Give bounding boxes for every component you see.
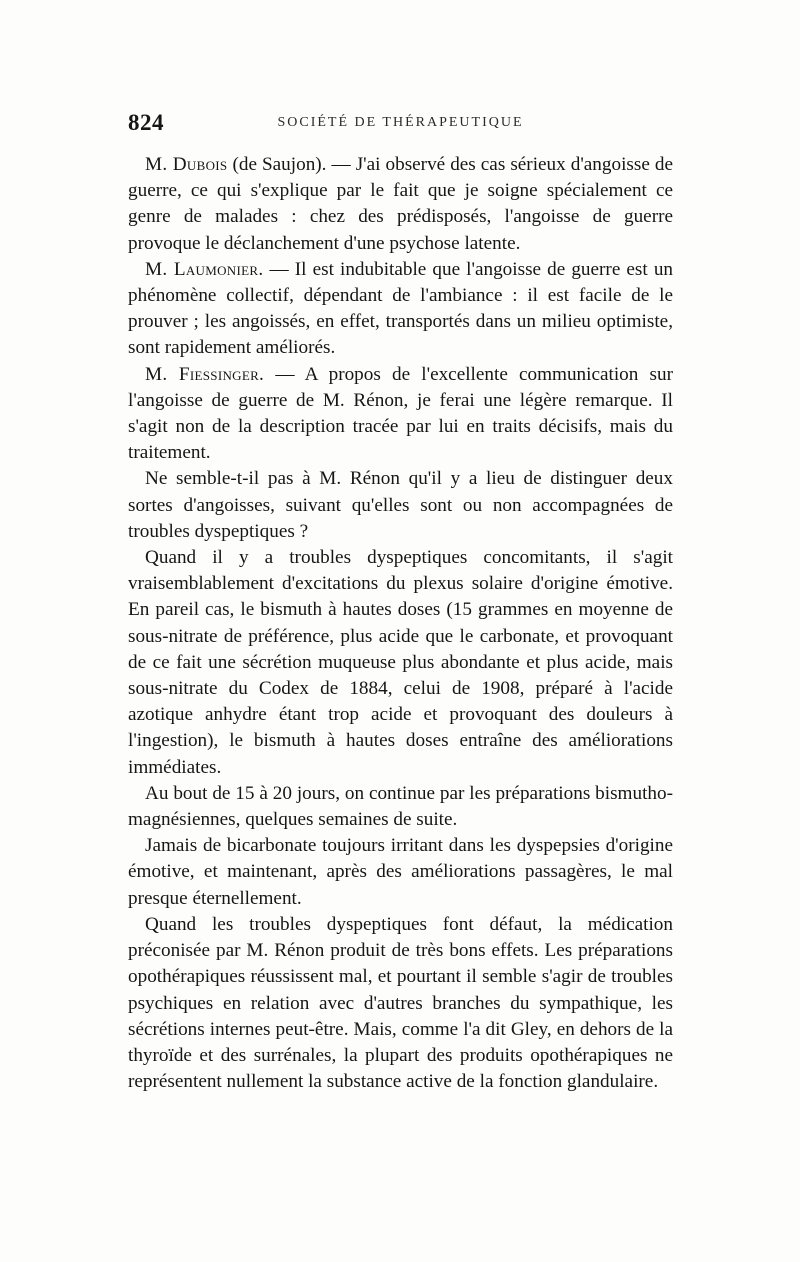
paragraph-text: Jamais de bicarbonate toujours irritant dans les dyspepsies d'origine émotive, et maintenant, après des améliorations passagères, le mal presque éternellement. xyxy=(128,835,673,909)
running-title: SOCIÉTÉ DE THÉRAPEUTIQUE xyxy=(277,115,524,130)
speaker-name: M. Laumonier. xyxy=(145,258,264,280)
paragraph-fiessinger xyxy=(128,362,673,467)
speaker-name: M. Fiessinger. xyxy=(145,363,265,385)
paragraph-text: Quand les troubles dyspeptiques font défaut, la médication préconisée par M. Rénon produit de très bons effets. Les préparations opothérapiques réussissent mal, et pourtant il semble s'agir de troubles psychiques en relation avec d'autres branches du sympathique, les sécrétions internes peut-être. Mais, comme l'a dit Gley, en dehors de la thyroïde et des surrénales, la plupart des produits opothérapiques ne représentent nullement la substance active de la fonction glandulaire. xyxy=(128,913,673,1093)
paragraph-bismuth-treatment xyxy=(128,545,673,781)
paragraph-text: Ne semble-t-il pas à M. Rénon qu'il y a lieu de distinguer deux sortes d'angoisses, suivant qu'elles sont ou non accompagnées de troubles dyspeptiques ? xyxy=(128,468,673,542)
paragraph-opotherapy xyxy=(128,912,673,1095)
paragraph-text: — Il est indubitable que l'angoisse de guerre est un phénomène collectif, dépendant de l'ambiance : il est facile de le prouver ; les angoissés, en effet, transportés dans un milieu optimiste, sont rapidement améliorés. xyxy=(128,258,674,359)
paragraph-laumonier xyxy=(128,257,673,362)
paragraph-question xyxy=(128,466,673,545)
paragraph-text: — A propos de l'excellente communication sur l'angoisse de guerre de M. Rénon, je ferai une légère remarque. Il s'agit non de la description tracée par lui en traits décisifs, mais du traitement. xyxy=(128,363,673,464)
paragraph-text: Quand il y a troubles dyspeptiques concomitants, il s'agit vraisemblablement d'excitations du plexus solaire d'origine émotive. En pareil cas, le bismuth à hautes doses (15 grammes en moyenne de sous-nitrate de préférence, plus acide que le carbonate, et provoquant de ce fait une sécrétion muqueuse plus abondante et plus acide, mais sous-nitrate du Codex de 1884, celui de 1908, préparé à l'acide azotique anhydre étant trop acide et provoquant des douleurs à l'ingestion), le bismuth à hautes doses entraîne des améliorations immédiates. xyxy=(128,547,673,778)
paragraph-text: Au bout de 15 à 20 jours, on continue par les préparations bismutho-magnésiennes, quelques semaines de suite. xyxy=(128,782,673,831)
page-number: 824 xyxy=(128,110,164,135)
paragraph-follow-up xyxy=(128,781,673,833)
page-header xyxy=(128,110,673,134)
paragraph-bicarbonate xyxy=(128,833,673,912)
body-text xyxy=(128,152,673,1095)
speaker-name: M. Dubois xyxy=(145,154,228,175)
paragraph-text: (de Saujon). — J'ai observé des cas sérieux d'angoisse de guerre, ce qui s'explique par le fait que je soigne spécialement ce genre de malades : chez des prédisposés, l'angoisse de guerre provoque le déclanchement d'une psychose latente. xyxy=(128,154,674,254)
paragraph-dubois xyxy=(128,152,673,257)
